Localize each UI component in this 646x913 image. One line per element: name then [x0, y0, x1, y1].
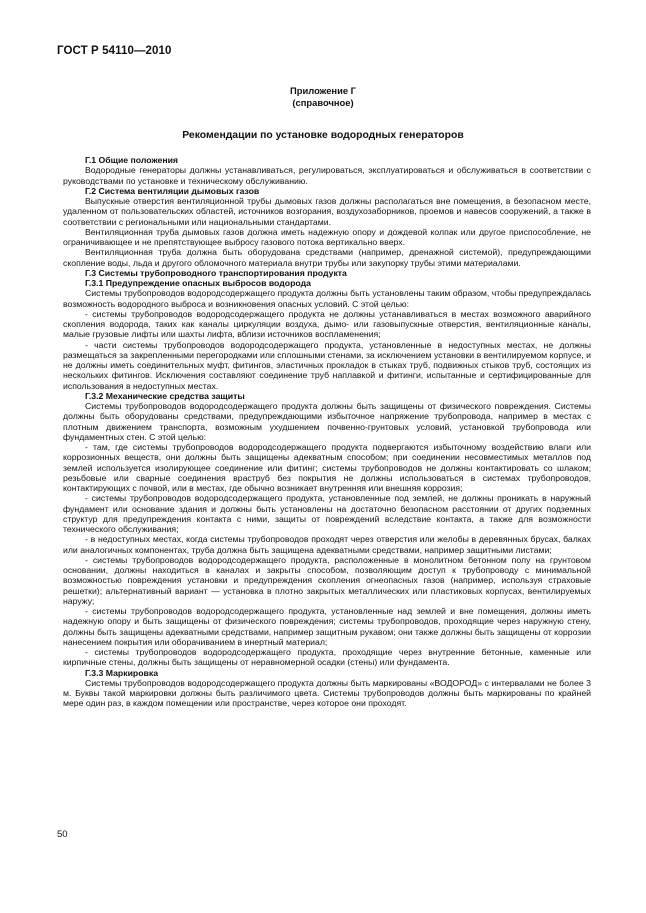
section-heading: Г.3.2 Механические средства защиты — [85, 390, 245, 401]
appendix-note: (справочное) — [292, 97, 354, 108]
section-heading: Г.3.1 Предупреждение опасных выбросов водорода — [85, 278, 311, 288]
document-body — [63, 155, 591, 709]
paragraph: - системы трубопроводов водородсодержащего продукта, расположенные в монолитном бетонном полу на грунтовом основании, должны находиться в каналах и закрыты способом, позволяющим доступ к трубопроводу с минимальной возможностью повреждения установки и предупреждения скопления огнеопасных газов (например, используя страховые решетки); альтернативный вариант — установка в плотно закрытых металлических или пластиковых корпусах, вентилируемых наружу; — [63, 554, 591, 606]
section-title: Рекомендации по установке водородных генераторов — [182, 130, 464, 141]
paragraph: Водородные генераторы должны устанавливаться, регулироваться, эксплуатироваться и обслуживаться в соответствии с руководствами по установке и техническому обслуживанию. — [63, 165, 591, 186]
standard-number: ГОСТ Р 54110—2010 — [57, 45, 172, 57]
appendix-label: Приложение Г — [290, 85, 356, 96]
paragraph: - системы трубопроводов водородсодержащего продукта, установленные под землей, не должны проникать в наружный фундамент или основание здания и должны быть установлены на достаточно безопасном расстоянии от других подземных структур для предупреждения контакта с ними, защиты от повреждений вследствие контакта, а также для возможности технического обслуживания; — [63, 493, 591, 534]
paragraph: Вентиляционная труба дымовых газов должна иметь надежную опору и дождевой колпак или другое приспособление, не ограничивающее и не препятствующее выбросу газового потока вертикально вверх. — [63, 226, 591, 247]
paragraph: Выпускные отверстия вентиляционной трубы дымовых газов должны располагаться вне помещения, в безопасном месте, удаленном от пользовательских областей, источников возгорания, воздухозаборников, проемов и навесов сооружений, а также в соответствии с региональными или национальными стандартами. — [63, 196, 591, 227]
paragraph: - там, где системы трубопроводов водородсодержащего продукта подвергаются избыточному воздействию влаги или коррозионных веществ, они должны быть защищены адекватным способом; при соединении несовместимых металлов под землей используется изолирующее соединение или фитинг; системы трубопроводов не должны контактировать со шлаком; резьбовые или сварные соединения враструб без покрытия не должны использоваться в системах трубопроводов, контактирующих с почвой, или в местах, где обычно возникает внутренняя или внешняя коррозия; — [63, 442, 591, 493]
paragraph: - системы трубопроводов водородсодержащего продукта, установленные над землей и вне помещения, должны иметь надежную опору и быть защищены от физического повреждения; системы трубопроводов, проходящие через наружную стену, должны быть защищены адекватными средствами, например защитным рукавом; они также должны быть защищены от коррозии нанесением покрытия или оборачиванием в инертный материал; — [63, 606, 591, 647]
section-heading: Г.3.3 Маркировка — [85, 667, 159, 678]
paragraph: - системы трубопроводов водородсодержащего продукта, проходящие через внутренние бетонные, каменные или кирпичные стены, должны быть защищены от неравномерной осадки (стены) или фундамента. — [63, 647, 591, 668]
section-heading: Г.1 Общие положения — [85, 155, 179, 165]
paragraph: Системы трубопроводов водородсодержащего продукта должны быть установлены таким образом, чтобы предупреждалась возможность водородного выброса и возникновения опасных условий. С этой целью: — [63, 288, 591, 309]
paragraph: Вентиляционная труба должна быть оборудована средствами (например, дренажной системой), предупреждающими скопление воды, льда и другого обломочного материала внутри трубы или закупорку трубы этими материалами. — [63, 247, 591, 268]
paragraph: - в недоступных местах, когда системы трубопроводов проходят через отверстия или желобы в деревянных брусах, балках или аналогичных компонентах, труба должна быть защищена адекватными средствами, например защитными листами; — [63, 534, 591, 555]
paragraph: - системы трубопроводов водородсодержащего продукта не должны устанавливаться в местах возможного аварийного скопления водорода, таких как каналы циркуляции воздуха, дымо- или газовыпускные отверстия, вентиляционные каналы, малые грузовые лифты или шахты лифта, вблизи источников воспламенения; — [63, 308, 591, 340]
paragraph: Системы трубопроводов водородсодержащего продукта должны быть маркированы «ВОДОРОД» с интервалами не более 3 м. Буквы такой маркировки должны быть различимого цвета. Системы трубопроводов должны быть маркированы по крайней мере один раз, в каждом помещении или пространстве, через которое они проходят. — [63, 677, 591, 709]
paragraph: Системы трубопроводов водородсодержащего продукта должны быть защищены от физического повреждения. Системы должны быть оборудованы средствами, предупреждающими избыточное напряжение трубопровода, например в местах с плотным движением транспорта, возможным ухудшением почвенно-грунтовых условий, установкой трубопровода или фундаментных стен. С этой целью: — [63, 401, 591, 442]
section-heading: Г.2 Система вентиляции дымовых газов — [85, 185, 260, 196]
section-heading: Г.3 Системы трубопроводного транспортирования продукта — [85, 267, 347, 278]
paragraph: - части системы трубопроводов водородсодержащего продукта, установленные в недоступных местах, не должны размещаться за закрепленными перегородками или сплошными стенами, за исключением установки в вентилируемом корпусе, и не должны иметь соединительных муфт, фитингов, эластичных прокладок в стыках труб, подвижных стыков труб, состоящих из нескольких фитингов. Исключения составляют соединение труб наплавкой и фитинги, испытанные и сертифицированные для использования в недоступных местах. — [63, 339, 591, 391]
page-number: 50 — [57, 829, 68, 840]
